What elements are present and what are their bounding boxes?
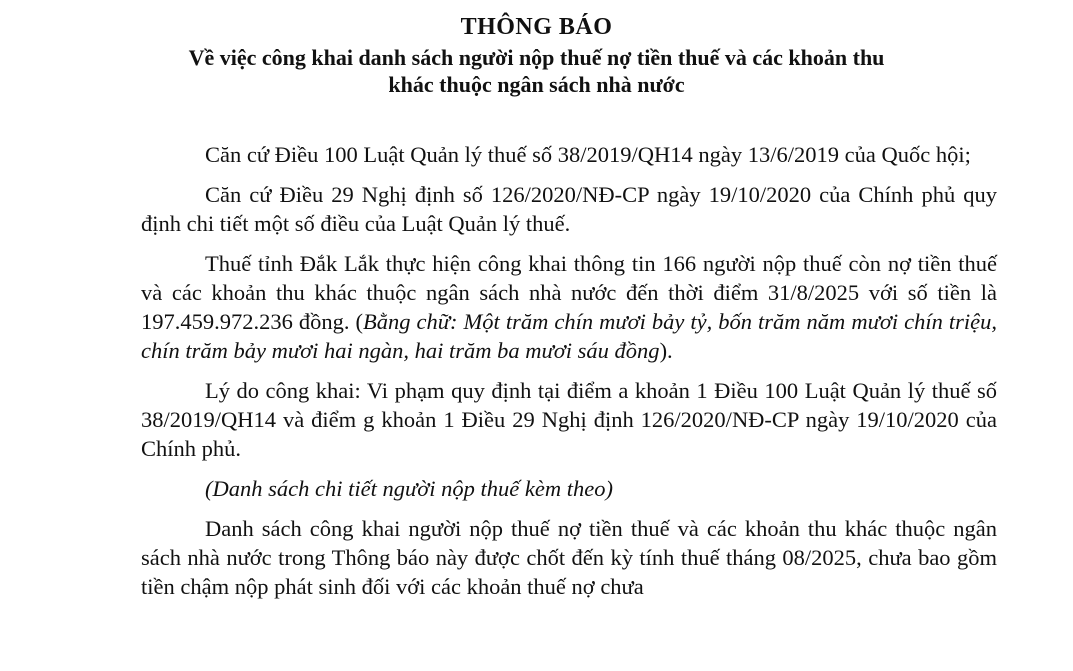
paragraph-attachment-note: (Danh sách chi tiết người nộp thuế kèm theo) <box>205 476 613 501</box>
document-header <box>0 10 1073 98</box>
document-body <box>141 140 997 612</box>
document-subtitle-line2: khác thuộc ngân sách nhà nước <box>388 72 685 97</box>
document-title: THÔNG BÁO <box>460 14 613 40</box>
debt-announcement-end: ). <box>659 338 673 363</box>
document-subtitle-line1: Về việc công khai danh sách người nộp thuế nợ tiền thuế và các khoản thu <box>188 45 885 70</box>
paragraph-legal-basis-1: Căn cứ Điều 100 Luật Quản lý thuế số 38/2019/QH14 ngày 13/6/2019 của Quốc hội; <box>205 142 971 167</box>
paragraph-reason: Lý do công khai: Vi phạm quy định tại điểm a khoản 1 Điều 100 Luật Quản lý thuế số 38/2019/QH14 và điểm g khoản 1 Điều 29 Nghị định 126/2020/NĐ-CP ngày 19/10/2020 của Chính phủ. <box>141 378 997 461</box>
paragraph-list-scope: Danh sách công khai người nộp thuế nợ tiền thuế và các khoản thu khác thuộc ngân sách nhà nước trong Thông báo này được chốt đến kỳ tính thuế tháng 08/2025, chưa bao gồm tiền chậm nộp phát sinh đối với các khoản thuế nợ chưa <box>141 516 997 599</box>
amount-in-words: Bằng chữ: Một trăm chín mươi bảy tỷ, bốn trăm năm mươi chín triệu, chín trăm bảy mươi hai ngàn, hai trăm ba mươi sáu đồng <box>141 309 997 363</box>
paragraph-legal-basis-2: Căn cứ Điều 29 Nghị định số 126/2020/NĐ-CP ngày 19/10/2020 của Chính phủ quy định chi tiết một số điều của Luật Quản lý thuế. <box>141 182 997 236</box>
debt-announcement-text: Thuế tỉnh Đắk Lắk thực hiện công khai thông tin 166 người nộp thuế còn nợ tiền thuế và các khoản thu khác thuộc ngân sách nhà nước đến thời điểm 31/8/2025 với số tiền là 197.459.972.236 đồng. ( <box>141 251 997 334</box>
paragraph-debt-announcement <box>141 249 997 365</box>
